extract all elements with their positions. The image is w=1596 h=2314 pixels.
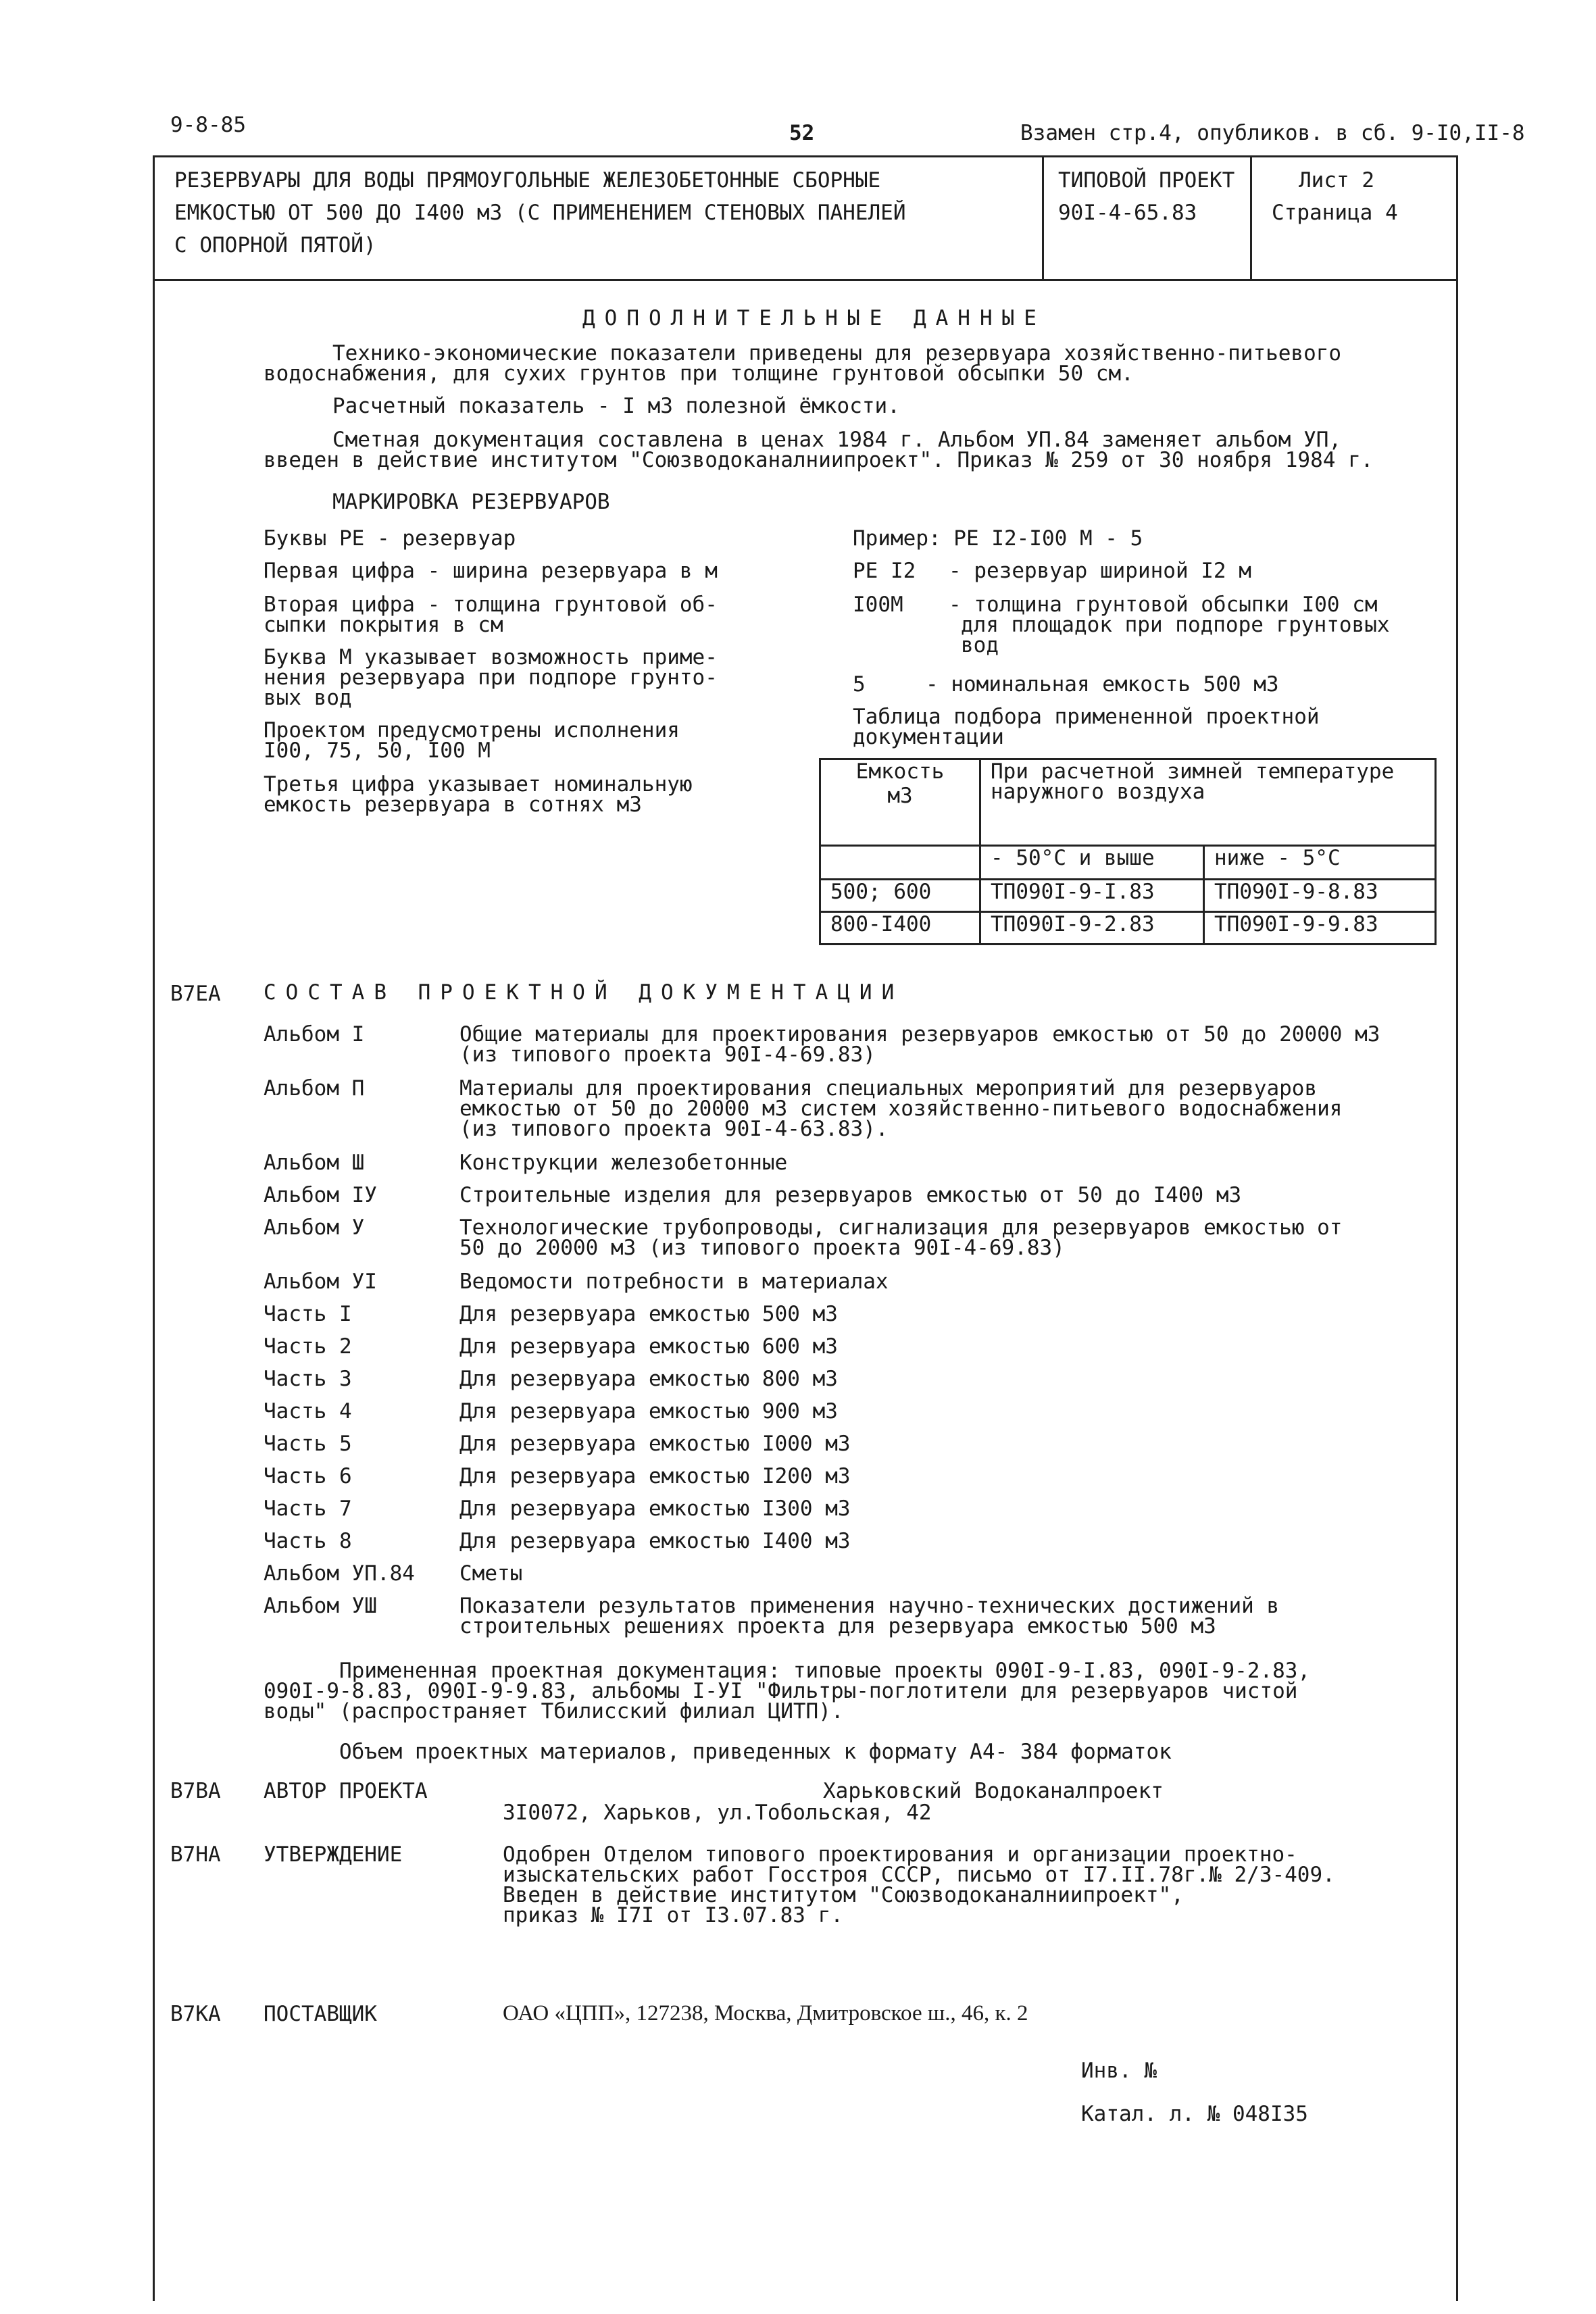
marking-example: Пример: РЕ I2-I00 М - 5 <box>853 526 1143 551</box>
list-item-text: Для резервуара емкостью 600 м3 <box>459 1334 838 1359</box>
list-item-label: Альбом УП.84 <box>264 1561 415 1586</box>
body-left-border <box>153 281 155 2301</box>
selection-table <box>819 758 1437 945</box>
inventory-number: Инв. № <box>1081 2059 1157 2083</box>
marking-left-11: емкость резервуара в сотнях м3 <box>264 793 642 817</box>
temperature-header-line2: наружного воздуха <box>991 780 1205 804</box>
applied-docs-line3: воды" (распространяет Тбилисский филиал ЦИТП). <box>264 1699 844 1724</box>
list-item-label: Альбом П <box>264 1076 365 1101</box>
list-item-text: емкостью от 50 до 20000 м3 систем хозяйственно-питьевого водоснабжения <box>459 1097 1343 1121</box>
list-item-text: Показатели результатов применения научно-технических достижений в <box>459 1594 1280 1618</box>
list-item-label: Часть 3 <box>264 1367 352 1391</box>
sub-col-above: - 50°С и выше <box>980 846 1204 880</box>
sub-col-below: ниже - 5°С <box>1204 846 1436 880</box>
list-item-label: Часть 4 <box>264 1399 352 1424</box>
marking-ex-code-1: РЕ I2 <box>853 559 916 583</box>
table-caption-2: документации <box>853 725 1004 749</box>
sheet-label: Лист 2 <box>1299 168 1374 193</box>
approval-line2: изыскательских работ Госстроя СССР, письмо от I7.II.78г.№ 2/3-409. <box>503 1863 1335 1887</box>
marking-left-5: Буква М указывает возможность приме- <box>264 645 718 670</box>
list-item-text: Для резервуара емкостью I300 м3 <box>459 1496 851 1521</box>
author-address: 3I0072, Харьков, ул.Тобольская, 42 <box>503 1801 932 1825</box>
approval-line3: Введен в действие институтом "Союзводоканалниипроект", <box>503 1883 1184 1907</box>
capacity-header-line2: м3 <box>887 784 913 808</box>
list-item-text: Строительные изделия для резервуаров емкостью от 50 до I400 м3 <box>459 1183 1242 1207</box>
applied-docs-line1: Примененная проектная документация: типовые проекты 090I-9-I.83, 090I-9-2.83, <box>339 1659 1311 1683</box>
marking-left-8: Проектом предусмотрены исполнения <box>264 718 680 743</box>
temperature-header-line1: При расчетной зимней температуре <box>991 759 1395 784</box>
table-caption-1: Таблица подбора примененной проектной <box>853 705 1320 729</box>
marking-left-3: Вторая цифра - толщина грунтовой об- <box>264 593 718 617</box>
composition-code: В7ЕА <box>170 982 221 1006</box>
marking-left-9: I00, 75, 50, I00 М <box>264 738 491 763</box>
list-item-text: Материалы для проектирования специальных мероприятий для резервуаров <box>459 1076 1318 1101</box>
list-item-text: Для резервуара емкостью I000 м3 <box>459 1432 851 1456</box>
capacity-sub-empty <box>820 846 980 880</box>
list-item-text: (из типового проекта 90I-4-69.83) <box>459 1042 876 1067</box>
marking-left-7: вых вод <box>264 686 352 710</box>
marking-ex-code-2: I00М <box>853 593 903 617</box>
marking-left-2: Первая цифра - ширина резервуара в м <box>264 559 718 583</box>
additional-para1-line2: водоснабжения, для сухих грунтов при толщине грунтовой обсыпки 50 см. <box>264 361 1134 386</box>
list-item-text: 50 до 20000 м3 (из типового проекта 90I-4-69.83) <box>459 1236 1065 1260</box>
marking-left-4: сыпки покрытия в см <box>264 613 503 637</box>
title-line-3: С ОПОРНОЙ ПЯТОЙ) <box>174 233 376 257</box>
additional-para1-line1: Технико-экономические показатели приведены для резервуара хозяйственно-питьевого <box>332 341 1342 366</box>
title-line-2: ЕМКОСТЬЮ ОТ 500 ДО I400 м3 (С ПРИМЕНЕНИЕМ СТЕНОВЫХ ПАНЕЛЕЙ <box>174 201 906 225</box>
list-item-label: Часть 2 <box>264 1334 352 1359</box>
marking-left-1: Буквы РЕ - резервуар <box>264 526 516 551</box>
list-item-label: Часть 6 <box>264 1464 352 1488</box>
approval-code: В7НА <box>170 1842 221 1867</box>
list-item-label: Часть 7 <box>264 1496 352 1521</box>
header-date: 9-8-85 <box>170 113 246 137</box>
list-item-label: Альбом У <box>264 1215 365 1240</box>
list-item-text: Для резервуара емкостью 800 м3 <box>459 1367 838 1391</box>
approval-line1: Одобрен Отделом типового проектирования и организации проектно- <box>503 1842 1297 1867</box>
row1-below: ТП090I-9-8.83 <box>1204 880 1436 912</box>
list-item-text: (из типового проекта 90I-4-63.83). <box>459 1117 889 1141</box>
project-label: ТИПОВОЙ ПРОЕКТ <box>1058 168 1235 193</box>
project-number: 90I-4-65.83 <box>1058 201 1197 225</box>
row1-above: ТП090I-9-I.83 <box>980 880 1204 912</box>
author-label: АВТОР ПРОЕКТА <box>264 1779 428 1803</box>
title-line-1: РЕЗЕРВУАРЫ ДЛЯ ВОДЫ ПРЯМОУГОЛЬНЫЕ ЖЕЛЕЗОБЕТОННЫЕ СБОРНЫЕ <box>174 168 881 193</box>
capacity-header-line1: Емкость <box>855 759 945 784</box>
marking-ex-code-3: 5 <box>853 672 866 697</box>
body-right-border <box>1456 281 1458 2301</box>
volume-note: Объем проектных материалов, приведенных к формату А4- 384 форматок <box>339 1740 1172 1764</box>
marking-ex-text-1: - резервуар шириной I2 м <box>949 559 1251 583</box>
marking-left-6: нения резервуара при подпоре грунто- <box>264 665 718 690</box>
marking-ex-text-3: - номинальная емкость 500 м3 <box>926 672 1279 697</box>
temperature-header <box>980 759 1436 846</box>
marking-ex-text-2b: для площадок при подпоре грунтовых <box>961 613 1390 637</box>
page-label: Страница 4 <box>1272 201 1398 225</box>
list-item-text: Сметы <box>459 1561 523 1586</box>
marking-left-10: Третья цифра указывает номинальную <box>264 772 693 797</box>
list-item-label: Часть I <box>264 1302 352 1326</box>
list-item-text: Для резервуара емкостью 500 м3 <box>459 1302 838 1326</box>
row2-below: ТП090I-9-9.83 <box>1204 912 1436 945</box>
list-item-text: Для резервуара емкостью I200 м3 <box>459 1464 851 1488</box>
marking-ex-text-2c: вод <box>961 633 999 657</box>
approval-line4: приказ № I7I от I3.07.83 г. <box>503 1903 843 1928</box>
list-item-label: Альбом Ш <box>264 1151 365 1175</box>
capacity-header <box>820 759 980 846</box>
table-row <box>820 912 1436 945</box>
list-item-text: Для резервуара емкостью 900 м3 <box>459 1399 838 1424</box>
supplier-label: ПОСТАВЩИК <box>264 2002 377 2026</box>
list-item-text: строительных решениях проекта для резервуара емкостью 500 м3 <box>459 1614 1216 1638</box>
list-item-label: Альбом УI <box>264 1269 377 1294</box>
list-item-text: Ведомости потребности в материалах <box>459 1269 889 1294</box>
supplier-code: В7КА <box>170 2002 221 2026</box>
row1-capacity: 500; 600 <box>820 880 980 912</box>
list-item-label: Часть 5 <box>264 1432 352 1456</box>
additional-para3-line2: введен в действие институтом "Союзводоканалниипроект". Приказ № 259 от 30 ноября 1984 г. <box>264 448 1374 472</box>
supplier-text: ОАО «ЦПП», 127238, Москва, Дмитровское ш., 46, к. 2 <box>503 2001 1028 2026</box>
additional-para3-line1: Сметная документация составлена в ценах 1984 г. Альбом УП.84 заменяет альбом УП, <box>332 428 1342 452</box>
table-row <box>820 880 1436 912</box>
list-item-label: Часть 8 <box>264 1529 352 1553</box>
additional-heading: ДОПОЛНИТЕЛЬНЫЕ ДАННЫЕ <box>582 306 1046 330</box>
replaces-note: Взамен стр.4, опубликов. в сб. 9-I0,II-8 <box>1020 121 1525 145</box>
applied-docs-line2: 090I-9-8.83, 090I-9-9.83, альбомы I-УI "Фильтры-поглотители для резервуаров чистой <box>264 1679 1298 1703</box>
row2-capacity: 800-I400 <box>820 912 980 945</box>
author-code: В7ВА <box>170 1779 221 1803</box>
row2-above: ТП090I-9-2.83 <box>980 912 1204 945</box>
list-item-text: Технологические трубопроводы, сигнализация для резервуаров емкостью от <box>459 1215 1343 1240</box>
list-item-text: Общие материалы для проектирования резервуаров емкостью от 50 до 20000 м3 <box>459 1022 1380 1047</box>
marking-ex-text-2a: - толщина грунтовой обсыпки I00 см <box>949 593 1378 617</box>
title-divider-2 <box>1250 155 1252 281</box>
additional-para2: Расчетный показатель - I м3 полезной ёмкости. <box>332 394 900 418</box>
title-divider-1 <box>1042 155 1044 281</box>
list-item-label: Альбом УШ <box>264 1594 377 1618</box>
list-item-label: Альбом IУ <box>264 1183 377 1207</box>
approval-label: УТВЕРЖДЕНИЕ <box>264 1842 403 1867</box>
author-org: Харьковский Водоканалпроект <box>823 1779 1164 1803</box>
list-item-text: Для резервуара емкостью I400 м3 <box>459 1529 851 1553</box>
marking-heading: МАРКИРОВКА РЕЗЕРВУАРОВ <box>332 490 610 514</box>
composition-heading: СОСТАВ ПРОЕКТНОЙ ДОКУМЕНТАЦИИ <box>264 980 904 1005</box>
list-item-text: Конструкции железобетонные <box>459 1151 788 1175</box>
page-number: 52 <box>789 121 815 145</box>
list-item-label: Альбом I <box>264 1022 365 1047</box>
catalog-number: Катал. л. № 048I35 <box>1081 2102 1308 2126</box>
